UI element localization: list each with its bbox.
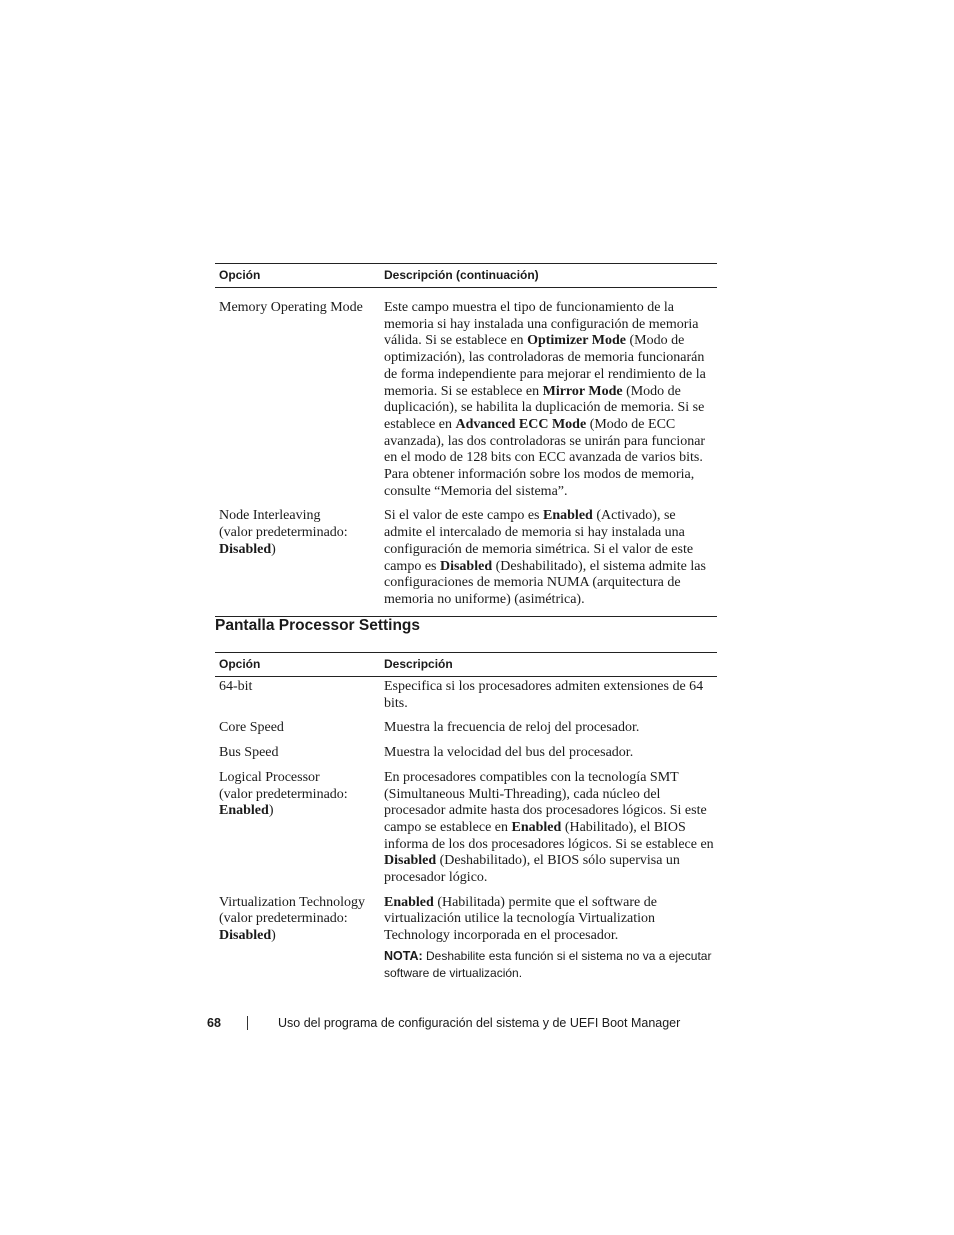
table-row — [215, 887, 717, 982]
header-description: Descripción — [384, 657, 453, 671]
table-header — [215, 652, 717, 677]
header-option: Opción — [219, 657, 261, 671]
description-logical-processor: En procesadores compatibles con la tecnología SMT (Simultaneous Multi-Threading), cada núcleo del procesador admite hasta dos procesadores lógicos. Si este campo se establece en Enabled (Habilitado), el BIOS informa de los dos procesadores lógicos. Si se establece en Disabled (Deshabilitado), el BIOS sólo supervisa un procesador lógico. — [384, 769, 714, 886]
description-virtualization-cell — [380, 895, 717, 982]
table-row — [215, 762, 717, 887]
table-row — [215, 737, 717, 762]
note-label: NOTA: — [384, 948, 423, 963]
table-row — [215, 712, 717, 737]
footer-divider — [247, 1016, 248, 1030]
memory-settings-table — [215, 263, 717, 617]
option-virtualization-technology: Virtualization Technology (valor predeterminado: Disabled) — [219, 894, 366, 944]
option-64-bit: 64-bit — [219, 679, 253, 694]
processor-settings-table — [215, 652, 717, 982]
table-header — [215, 263, 717, 288]
option-logical-processor: Logical Processor (valor predeterminado: Enabled) — [219, 769, 348, 819]
header-option: Opción — [219, 268, 261, 282]
description-core-speed: Muestra la frecuencia de reloj del procesador. — [384, 720, 640, 736]
note-text: Deshabilite esta función si el sistema no va a ejecutar software de virtualización. — [384, 948, 712, 980]
description-64-bit: Especifica si los procesadores admiten extensiones de 64 bits. — [384, 679, 704, 711]
description-node-interleaving: Si el valor de este campo es Enabled (Activado), se admite el intercalado de memoria si hay instalada una configuración de memoria simétrica. Si el valor de este campo es Disabled (Deshabilitado), el sistema admite las configuraciones de memoria NUMA (arquitectura de memoria no uniforme) (asimétrica). — [384, 508, 706, 607]
footer-text: Uso del programa de configuración del sistema y de UEFI Boot Manager — [278, 1016, 681, 1030]
section-title: Pantalla Processor Settings — [215, 617, 421, 634]
header-description: Descripción (continuación) — [384, 268, 539, 282]
option-bus-speed: Bus Speed — [219, 745, 279, 761]
option-memory-operating-mode: Memory Operating Mode — [219, 300, 363, 315]
page-number: 68 — [207, 1016, 221, 1030]
note — [384, 948, 715, 982]
table-row — [215, 500, 717, 616]
table-row — [215, 288, 717, 500]
table-row — [215, 677, 717, 712]
description-virtualization-technology: Enabled (Habilitada) permite que el software de virtualización utilice la tecnología Virtualization Technology incorporada en el procesador. — [384, 894, 657, 944]
description-bus-speed: Muestra la velocidad del bus del procesador. — [384, 745, 634, 761]
description-memory-operating-mode: Este campo muestra el tipo de funcionamiento de la memoria si hay instalada una configuración de memoria válida. Si se establece en Optimizer Mode (Modo de optimización), las controladoras de memoria funcionarán de forma independiente para mejorar el rendimiento de la memoria. Si se establece en Mirror Mode (Modo de duplicación), se habilita la duplicación de memoria. Si se establece en Advanced ECC Mode (Modo de ECC avanzada), las dos controladoras se unirán para funcionar en el modo de 128 bits con ECC avanzada de varios bits. Para obtener información sobre los modos de memoria, consulte “Memoria del sistema”. — [384, 300, 706, 499]
option-core-speed: Core Speed — [219, 720, 284, 736]
option-node-interleaving: Node Interleaving (valor predeterminado: Disabled) — [219, 508, 348, 557]
